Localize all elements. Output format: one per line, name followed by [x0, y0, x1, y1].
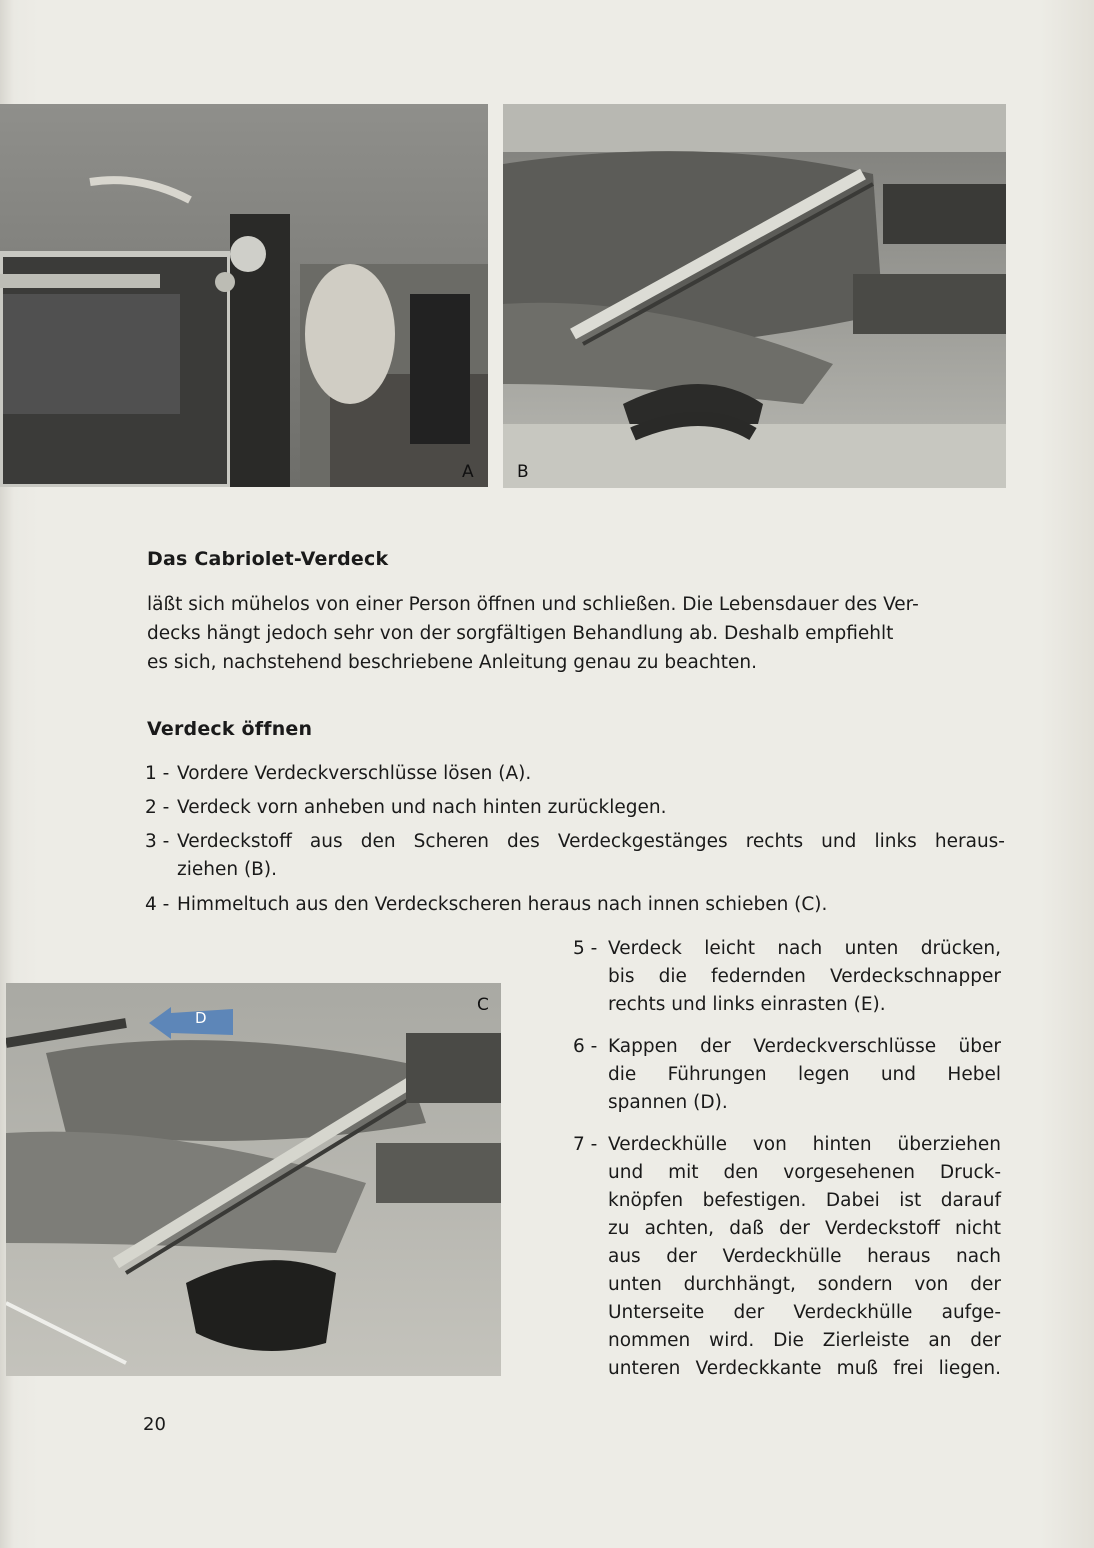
step-number: 4 -: [145, 894, 170, 915]
step-number: 6 -: [573, 1036, 598, 1057]
photo-b: [503, 104, 1006, 488]
step-text: unten durchhängt, sondern von der: [608, 1274, 1001, 1295]
step-text: zu achten, daß der Verdeckstoff nicht: [608, 1218, 1001, 1239]
step-text: Himmeltuch aus den Verdeckscheren heraus nach innen schieben (C).: [177, 894, 828, 915]
photo-b-label: B: [517, 462, 529, 482]
step-text: Unterseite der Verdeckhülle aufge-: [608, 1302, 1001, 1323]
photo-c-label: C: [477, 995, 489, 1015]
step-item: [145, 794, 1005, 822]
page-number: 20: [143, 1414, 166, 1435]
step-text: Verdeck leicht nach unten drücken,: [608, 938, 1001, 959]
step-item: [573, 1033, 1005, 1117]
step-number: 7 -: [573, 1134, 598, 1155]
step-text: Kappen der Verdeckverschlüsse über: [608, 1036, 1001, 1057]
photo-c-image: [6, 983, 501, 1376]
step-item: [145, 891, 1005, 919]
photo-a: [0, 104, 488, 487]
step-text: und mit den vorgesehenen Druck-: [608, 1162, 1001, 1183]
step-text: Vordere Verdeckverschlüsse lösen (A).: [177, 763, 532, 784]
step-item: [145, 828, 1005, 884]
step-text: Verdeckstoff aus den Scheren des Verdeckgestänges rechts und links heraus-: [177, 831, 1005, 852]
photo-b-image: [503, 104, 1006, 488]
step-text: rechts und links einrasten (E).: [608, 994, 886, 1015]
step-text: nommen wird. Die Zierleiste an der: [608, 1330, 1001, 1351]
subheading: Verdeck öffnen: [147, 718, 313, 740]
photo-a-label: A: [462, 462, 474, 482]
photo-c: [6, 983, 501, 1376]
step-text: aus der Verdeckhülle heraus nach: [608, 1246, 1001, 1267]
step-text: knöpfen befestigen. Dabei ist darauf: [608, 1190, 1001, 1211]
step-text: unteren Verdeckkante muß frei liegen.: [608, 1358, 1001, 1379]
intro-line: es sich, nachstehend beschriebene Anleitung genau zu beachten.: [147, 652, 758, 673]
step-text: Verdeckhülle von hinten überziehen: [608, 1134, 1001, 1155]
section-heading: Das Cabriolet-Verdeck: [147, 548, 389, 570]
step-text: Verdeck vorn anheben und nach hinten zurücklegen.: [177, 797, 667, 818]
intro-line: decks hängt jedoch sehr von der sorgfältigen Behandlung ab. Deshalb empfiehlt: [147, 623, 894, 644]
step-number: 3 -: [145, 831, 170, 852]
step-text: die Führungen legen und Hebel: [608, 1064, 1001, 1085]
step-text: ziehen (B).: [177, 859, 277, 880]
arrow-d-label: D: [195, 1009, 207, 1027]
step-number: 2 -: [145, 797, 170, 818]
intro-paragraph: [147, 590, 1007, 677]
step-number: 1 -: [145, 763, 170, 784]
step-item: [573, 1131, 1005, 1391]
step-item: [573, 935, 1005, 1019]
step-item: [145, 760, 1005, 788]
intro-line: läßt sich mühelos von einer Person öffnen und schließen. Die Lebensdauer des Ver-: [147, 594, 919, 615]
photo-a-image: [0, 104, 488, 487]
step-text: bis die federnden Verdeckschnapper: [608, 966, 1001, 987]
step-number: 5 -: [573, 938, 598, 959]
step-text: spannen (D).: [608, 1092, 728, 1113]
arrow-d-icon: [149, 1001, 233, 1043]
